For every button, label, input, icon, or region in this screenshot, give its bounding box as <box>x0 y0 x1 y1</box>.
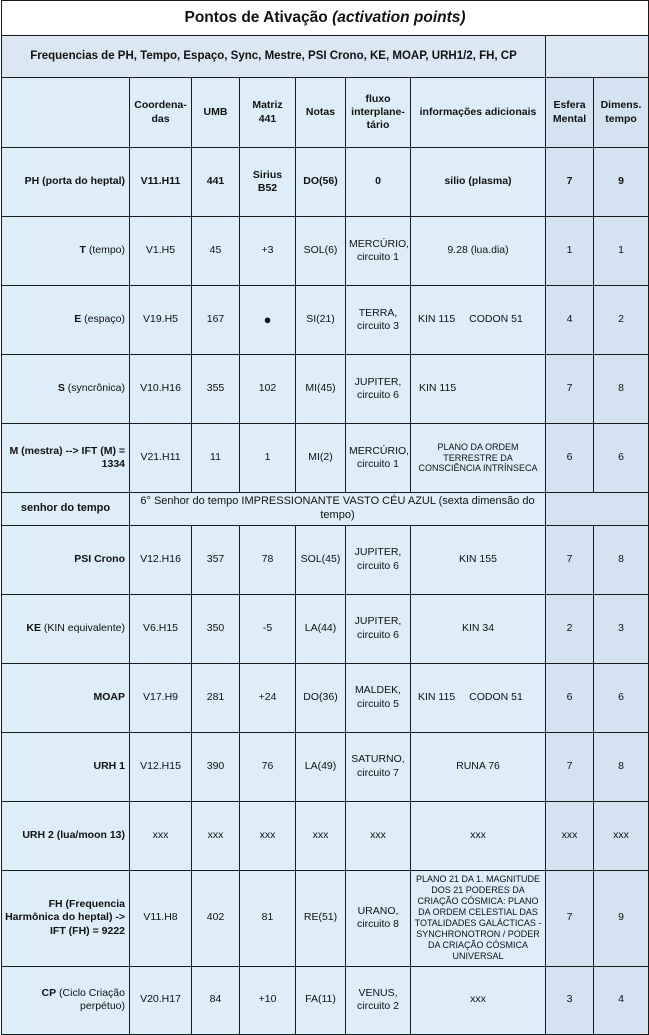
cell-dimens: 9 <box>594 870 649 966</box>
row-label-rest: (tempo) <box>85 244 125 257</box>
cell-coord: V12.H16 <box>130 525 192 594</box>
cell-matriz: -5 <box>240 594 296 663</box>
cell-coord: V1.H5 <box>130 217 192 286</box>
senhor-text: 6° Senhor do tempo IMPRESSIONANTE VASTO CÉU AZUL (sexta dimensão do tempo) <box>130 493 546 526</box>
header-dimens: Dimens. tempo <box>594 78 649 148</box>
cell-dimens: xxx <box>594 801 649 870</box>
cell-fluxo: TERRA, circuito 3 <box>346 286 411 355</box>
table-title <box>2 1 649 36</box>
info-kin: KIN 115 <box>418 690 456 703</box>
cell-fluxo: JUPITER, circuito 6 <box>346 594 411 663</box>
cell-fluxo: URANO, circuito 8 <box>346 870 411 966</box>
cell-coord: V12.H15 <box>130 732 192 801</box>
cell-esfera: 1 <box>546 217 594 286</box>
cell-dimens: 9 <box>594 148 649 217</box>
cell-info: PLANO DA ORDEM TERRESTRE DA CONSCIÊNCIA INTRÍNSECA <box>411 424 546 493</box>
header-fluxo: fluxo interplane-tário <box>346 78 411 148</box>
cell-notas: SOL(45) <box>296 525 346 594</box>
cell-umb: xxx <box>192 801 240 870</box>
row-label-bold: T <box>79 244 86 257</box>
cell-dimens: 3 <box>594 594 649 663</box>
cell-umb: 355 <box>192 355 240 424</box>
activation-points-table <box>1 0 649 1035</box>
cell-info: PLANO 21 DA 1. MAGNITUDE DOS 21 PODERES DA CRIAÇÃO CÓSMICA: PLANO DA ORDEM CELESTIAL DAS TOTALIDADES GALÁCTICAS - SYNCHRONOTRON / PODER DA CRIAÇÃO CÓSMICA UNIVERSAL <box>411 870 546 966</box>
cell-fluxo: JUPITER, circuito 6 <box>346 355 411 424</box>
cell-notas: MI(2) <box>296 424 346 493</box>
cell-coord: V19.H5 <box>130 286 192 355</box>
cell-esfera: 7 <box>546 525 594 594</box>
cell-fluxo: SATURNO, circuito 7 <box>346 732 411 801</box>
row-label-bold: S <box>57 382 65 395</box>
cell-dimens: 8 <box>594 355 649 424</box>
cell-coord: V6.H15 <box>130 594 192 663</box>
header-notas: Notas <box>296 78 346 148</box>
cell-umb: 281 <box>192 663 240 732</box>
header-blank <box>2 78 130 148</box>
cell-esfera: 7 <box>546 148 594 217</box>
cell-fluxo: MERCÚRIO, circuito 1 <box>346 217 411 286</box>
cell-matriz: 81 <box>240 870 296 966</box>
cell-umb: 390 <box>192 732 240 801</box>
cell-coord: V10.H16 <box>130 355 192 424</box>
cell-info: KIN 115 <box>411 355 546 424</box>
row-label-rest: (Ciclo Criação perpétuo) <box>56 986 125 1012</box>
cell-matriz: 78 <box>240 525 296 594</box>
row-label-rest: (syncrônica) <box>64 382 125 395</box>
cell-dimens: 8 <box>594 732 649 801</box>
row-label-rest: (espaço) <box>81 313 125 326</box>
cell-fluxo: xxx <box>346 801 411 870</box>
senhor-blank <box>546 493 649 526</box>
cell-notas: xxx <box>296 801 346 870</box>
cell-info: RUNA 76 <box>411 732 546 801</box>
table-row <box>2 801 649 870</box>
cell-info: silio (plasma) <box>411 148 546 217</box>
table-row <box>2 870 649 966</box>
table-subtitle: Frequencias de PH, Tempo, Espaço, Sync, Mestre, PSI Crono, KE, MOAP, URH1/2, FH, CP <box>2 36 546 78</box>
cell-matriz: +10 <box>240 966 296 1034</box>
cell-info: xxx <box>411 801 546 870</box>
cell-notas: RE(51) <box>296 870 346 966</box>
row-label-fh: FH (Frequencia Harmônica do heptal) -> IFT (FH) = 9222 <box>2 870 130 966</box>
table-row <box>2 594 649 663</box>
cell-notas: SI(21) <box>296 286 346 355</box>
cell-umb: 167 <box>192 286 240 355</box>
cell-umb: 357 <box>192 525 240 594</box>
table-row <box>2 663 649 732</box>
cell-matriz: Sirius B52 <box>240 148 296 217</box>
cell-matriz: 102 <box>240 355 296 424</box>
row-label-urh1: URH 1 <box>2 732 130 801</box>
cell-umb: 441 <box>192 148 240 217</box>
row-label-bold: CP <box>41 986 57 999</box>
table-row <box>2 355 649 424</box>
cell-fluxo: 0 <box>346 148 411 217</box>
cell-esfera: 6 <box>546 424 594 493</box>
row-label-moap: MOAP <box>2 663 130 732</box>
table-row <box>2 424 649 493</box>
cell-umb: 45 <box>192 217 240 286</box>
cell-notas: DO(36) <box>296 663 346 732</box>
cell-coord: V21.H11 <box>130 424 192 493</box>
cell-umb: 11 <box>192 424 240 493</box>
row-label-ph: PH (porta do heptal) <box>2 148 130 217</box>
row-label-ke <box>2 594 130 663</box>
row-label-t <box>2 217 130 286</box>
cell-notas: SOL(6) <box>296 217 346 286</box>
table-row <box>2 286 649 355</box>
cell-fluxo: MERCÚRIO, circuito 1 <box>346 424 411 493</box>
title-main: Pontos de Ativação <box>184 9 333 27</box>
cell-fluxo: VENUS, circuito 2 <box>346 966 411 1034</box>
cell-matriz: 76 <box>240 732 296 801</box>
cell-notas: FA(11) <box>296 966 346 1034</box>
table-row <box>2 217 649 286</box>
header-coordenadas: Coordena-das <box>130 78 192 148</box>
cell-fluxo: JUPITER, circuito 6 <box>346 525 411 594</box>
header-umb: UMB <box>192 78 240 148</box>
cell-info: 9.28 (lua.dia) <box>411 217 546 286</box>
cell-coord: xxx <box>130 801 192 870</box>
cell-esfera: 7 <box>546 870 594 966</box>
cell-coord: V17.H9 <box>130 663 192 732</box>
info-codon: CODON 51 <box>469 690 523 703</box>
cell-info: KIN 155 <box>411 525 546 594</box>
cell-notas: LA(44) <box>296 594 346 663</box>
cell-info <box>411 663 546 732</box>
cell-esfera: xxx <box>546 801 594 870</box>
row-label-psi: PSI Crono <box>2 525 130 594</box>
cell-esfera: 7 <box>546 732 594 801</box>
row-label-bold: E <box>74 313 82 326</box>
cell-notas: LA(49) <box>296 732 346 801</box>
cell-info: KIN 34 <box>411 594 546 663</box>
cell-notas: DO(56) <box>296 148 346 217</box>
cell-coord: V11.H11 <box>130 148 192 217</box>
row-label-m: M (mestra) --> IFT (M) = 1334 <box>2 424 130 493</box>
cell-esfera: 3 <box>546 966 594 1034</box>
table-row <box>2 148 649 217</box>
table-row <box>2 732 649 801</box>
cell-esfera: 6 <box>546 663 594 732</box>
cell-fluxo: MALDEK, circuito 5 <box>346 663 411 732</box>
cell-umb: 84 <box>192 966 240 1034</box>
header-info: informações adicionais <box>411 78 546 148</box>
cell-dimens: 2 <box>594 286 649 355</box>
row-label-urh2: URH 2 (lua/moon 13) <box>2 801 130 870</box>
row-label-bold: KE <box>26 621 41 634</box>
cell-esfera: 7 <box>546 355 594 424</box>
cell-esfera: 2 <box>546 594 594 663</box>
subtitle-blank <box>546 36 649 78</box>
cell-umb: 402 <box>192 870 240 966</box>
cell-matriz: xxx <box>240 801 296 870</box>
header-esfera: Esfera Mental <box>546 78 594 148</box>
cell-info <box>411 286 546 355</box>
cell-matriz: 1 <box>240 424 296 493</box>
info-kin: KIN 115 <box>418 313 456 326</box>
cell-dimens: 4 <box>594 966 649 1034</box>
cell-dimens: 1 <box>594 217 649 286</box>
cell-matriz: +3 <box>240 217 296 286</box>
cell-matriz-dot: ● <box>240 286 296 355</box>
row-label-s <box>2 355 130 424</box>
cell-esfera: 4 <box>546 286 594 355</box>
row-label-rest: (KIN equivalente) <box>40 621 125 634</box>
cell-coord: V20.H17 <box>130 966 192 1034</box>
cell-info: xxx <box>411 966 546 1034</box>
header-matriz: Matriz 441 <box>240 78 296 148</box>
cell-notas: MI(45) <box>296 355 346 424</box>
cell-coord: V11.H8 <box>130 870 192 966</box>
senhor-row <box>2 493 649 526</box>
cell-dimens: 6 <box>594 663 649 732</box>
cell-umb: 350 <box>192 594 240 663</box>
info-codon: CODON 51 <box>469 313 523 326</box>
cell-dimens: 6 <box>594 424 649 493</box>
title-italic: (activation points) <box>332 9 466 27</box>
table-row <box>2 525 649 594</box>
row-label-e <box>2 286 130 355</box>
cell-dimens: 8 <box>594 525 649 594</box>
cell-matriz: +24 <box>240 663 296 732</box>
senhor-label: senhor do tempo <box>2 493 130 526</box>
